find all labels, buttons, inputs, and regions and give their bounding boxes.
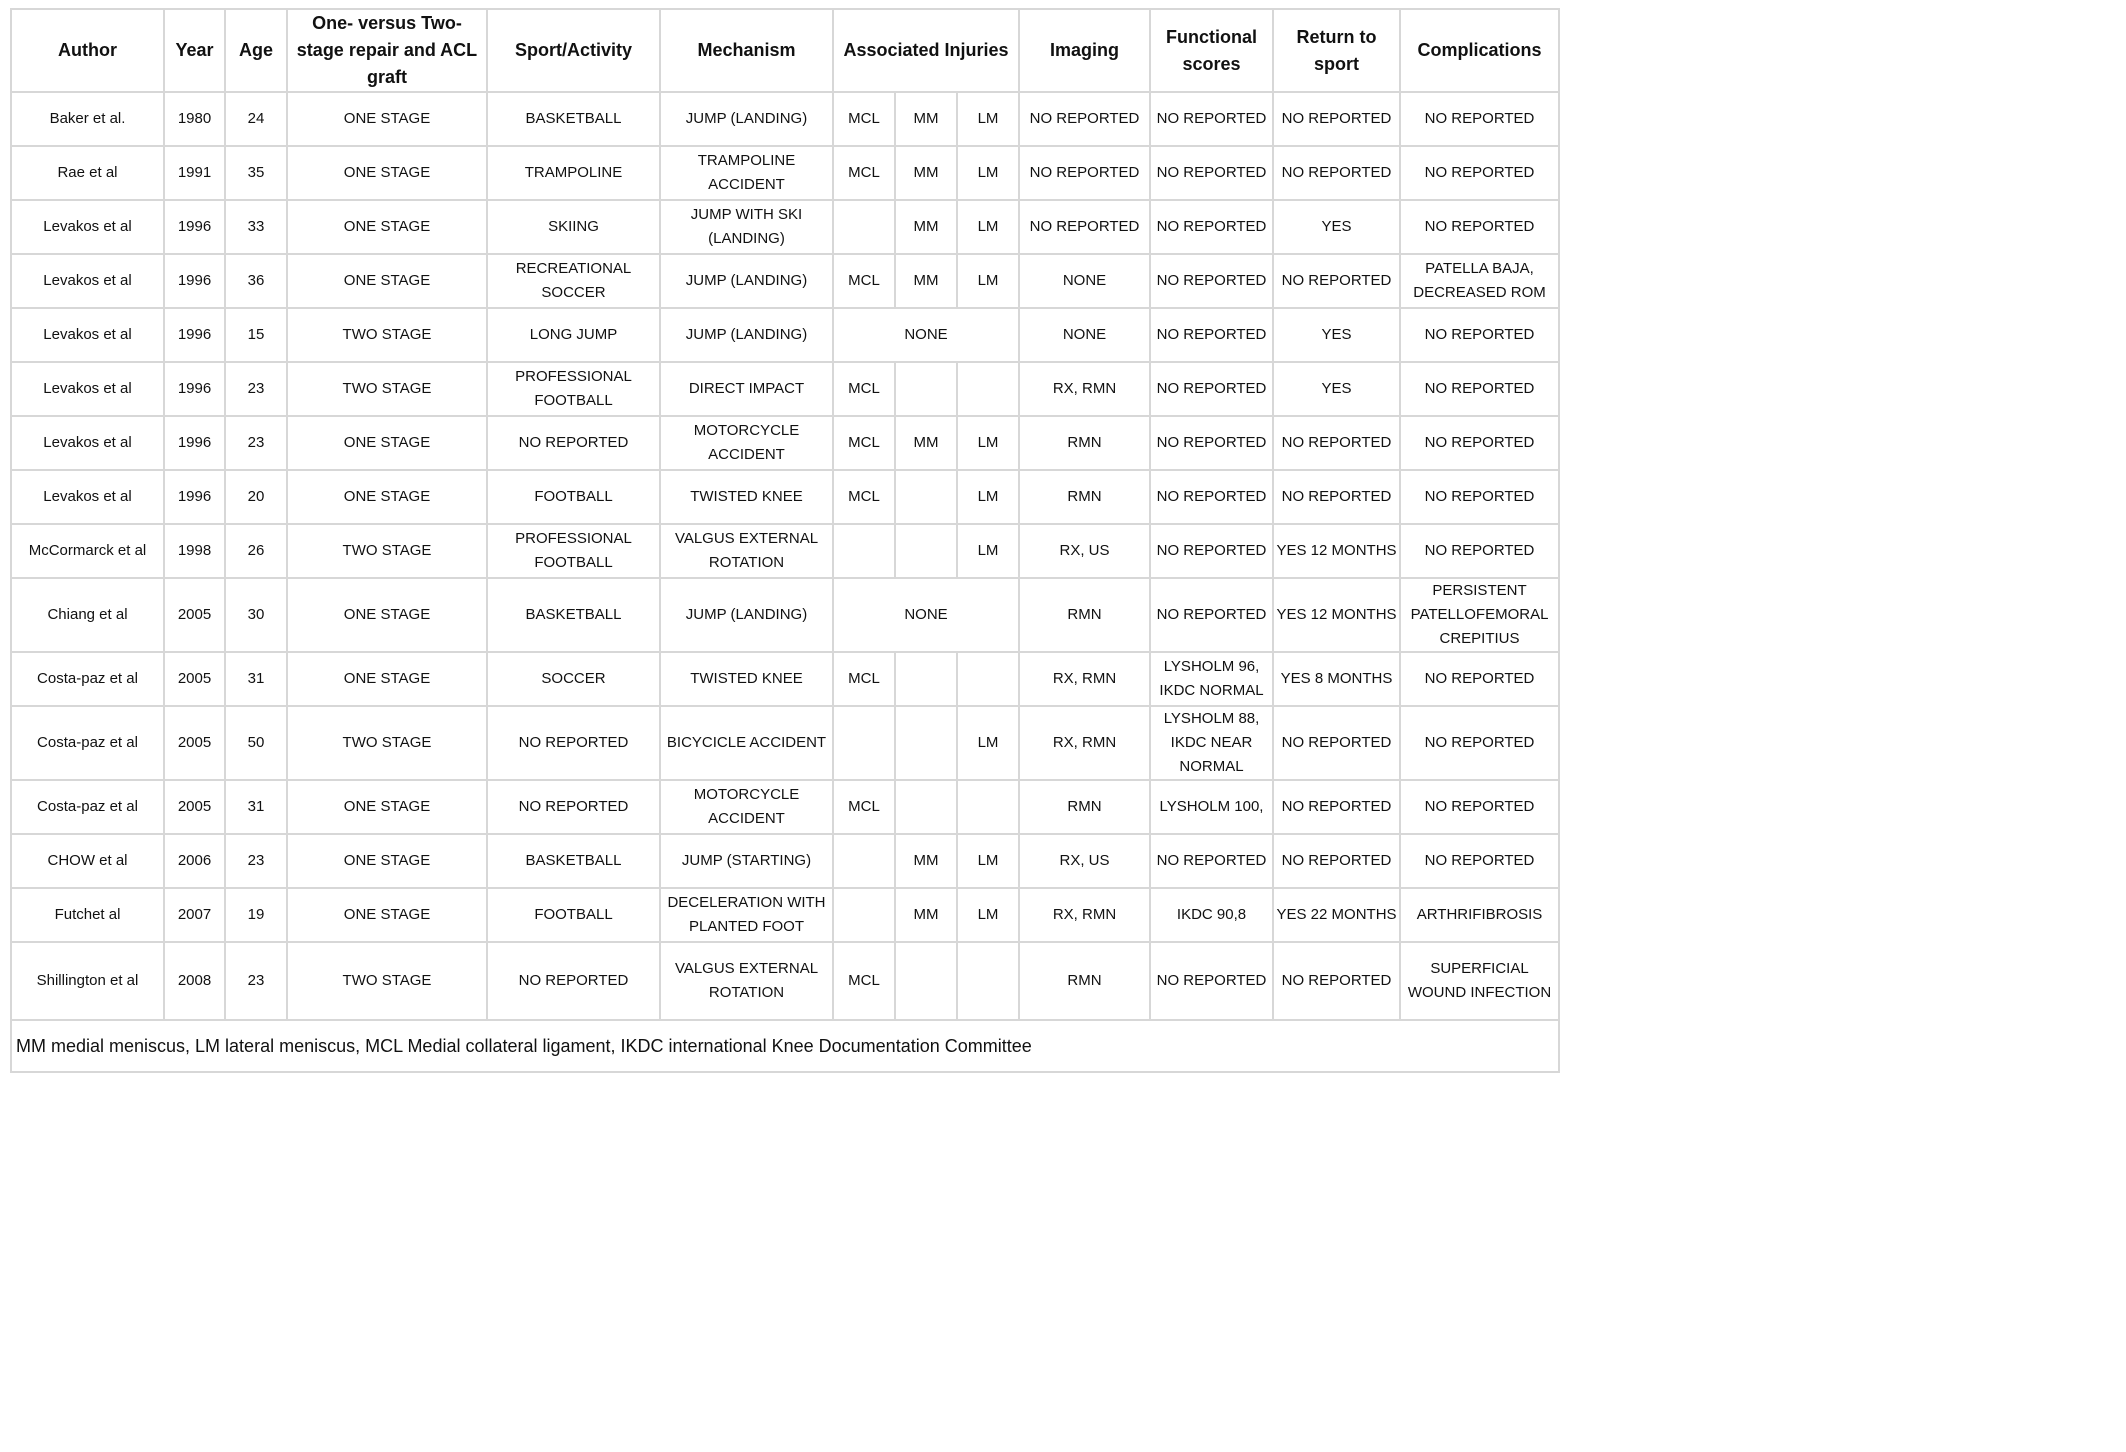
cell-stage: TWO STAGE xyxy=(287,362,487,416)
cell-age: 20 xyxy=(225,470,287,524)
cell-mm xyxy=(895,942,957,1020)
cell-imaging: NONE xyxy=(1019,308,1150,362)
cell-year: 2007 xyxy=(164,888,225,942)
cell-mechanism: VALGUS EXTERNAL ROTATION xyxy=(660,942,833,1020)
cell-return-to-sport: YES 22 MONTHS xyxy=(1273,888,1400,942)
cell-mechanism: BICYCICLE ACCIDENT xyxy=(660,706,833,780)
table-row xyxy=(11,470,1559,524)
cell-author: Costa-paz et al xyxy=(11,780,164,834)
cell-mm xyxy=(895,524,957,578)
cell-sport: BASKETBALL xyxy=(487,92,660,146)
table-row xyxy=(11,942,1559,1020)
cell-mcl: MCL xyxy=(833,416,895,470)
cell-functional-scores: NO REPORTED xyxy=(1150,470,1273,524)
cell-mcl: MCL xyxy=(833,652,895,706)
cell-functional-scores: NO REPORTED xyxy=(1150,92,1273,146)
cell-imaging: NONE xyxy=(1019,254,1150,308)
cell-mechanism: JUMP (LANDING) xyxy=(660,578,833,652)
cell-functional-scores: NO REPORTED xyxy=(1150,200,1273,254)
cell-mm xyxy=(895,706,957,780)
cell-lm: LM xyxy=(957,834,1019,888)
cell-year: 1996 xyxy=(164,200,225,254)
cell-sport: NO REPORTED xyxy=(487,706,660,780)
cell-mechanism: MOTORCYCLE ACCIDENT xyxy=(660,780,833,834)
cell-complications: SUPERFICIAL WOUND INFECTION xyxy=(1400,942,1559,1020)
cell-functional-scores: NO REPORTED xyxy=(1150,362,1273,416)
cell-stage: ONE STAGE xyxy=(287,578,487,652)
cell-imaging: NO REPORTED xyxy=(1019,146,1150,200)
cell-return-to-sport: NO REPORTED xyxy=(1273,470,1400,524)
cell-complications: NO REPORTED xyxy=(1400,146,1559,200)
cell-imaging: NO REPORTED xyxy=(1019,92,1150,146)
cell-sport: BASKETBALL xyxy=(487,834,660,888)
cell-author: Levakos et al xyxy=(11,200,164,254)
cell-complications: NO REPORTED xyxy=(1400,200,1559,254)
cell-lm: LM xyxy=(957,92,1019,146)
header-year: Year xyxy=(164,9,225,92)
cell-mm: MM xyxy=(895,92,957,146)
cell-mcl: MCL xyxy=(833,470,895,524)
cell-imaging: RMN xyxy=(1019,942,1150,1020)
table-row xyxy=(11,146,1559,200)
cell-lm: LM xyxy=(957,200,1019,254)
cell-mcl xyxy=(833,706,895,780)
header-author: Author xyxy=(11,9,164,92)
cell-mechanism: TRAMPOLINE ACCIDENT xyxy=(660,146,833,200)
cell-mcl xyxy=(833,834,895,888)
cell-sport: NO REPORTED xyxy=(487,780,660,834)
cell-functional-scores: LYSHOLM 88, IKDC NEAR NORMAL xyxy=(1150,706,1273,780)
cell-mechanism: JUMP WITH SKI (LANDING) xyxy=(660,200,833,254)
cell-mechanism: JUMP (LANDING) xyxy=(660,308,833,362)
cell-lm xyxy=(957,652,1019,706)
table-row xyxy=(11,308,1559,362)
cell-functional-scores: LYSHOLM 96, IKDC NORMAL xyxy=(1150,652,1273,706)
cell-return-to-sport: YES 12 MONTHS xyxy=(1273,524,1400,578)
cell-mm: MM xyxy=(895,416,957,470)
header-row xyxy=(11,9,1559,92)
cell-functional-scores: NO REPORTED xyxy=(1150,942,1273,1020)
cell-stage: ONE STAGE xyxy=(287,254,487,308)
cell-mcl xyxy=(833,524,895,578)
cell-sport: RECREATIONAL SOCCER xyxy=(487,254,660,308)
cell-return-to-sport: YES xyxy=(1273,200,1400,254)
cell-functional-scores: NO REPORTED xyxy=(1150,308,1273,362)
cell-author: Shillington et al xyxy=(11,942,164,1020)
table-footnote: MM medial meniscus, LM lateral meniscus, MCL Medial collateral ligament, IKDC international Knee Documentation Committee xyxy=(11,1020,1559,1072)
cell-associated-injuries: NONE xyxy=(833,308,1019,362)
cell-year: 1991 xyxy=(164,146,225,200)
cell-mechanism: JUMP (STARTING) xyxy=(660,834,833,888)
cell-lm xyxy=(957,780,1019,834)
cell-sport: BASKETBALL xyxy=(487,578,660,652)
cell-age: 31 xyxy=(225,780,287,834)
cell-age: 26 xyxy=(225,524,287,578)
cell-stage: ONE STAGE xyxy=(287,834,487,888)
cell-mm xyxy=(895,362,957,416)
cell-complications: NO REPORTED xyxy=(1400,470,1559,524)
cell-sport: FOOTBALL xyxy=(487,470,660,524)
cell-functional-scores: NO REPORTED xyxy=(1150,524,1273,578)
cell-complications: ARTHRIFIBROSIS xyxy=(1400,888,1559,942)
cell-sport: SOCCER xyxy=(487,652,660,706)
cell-year: 2005 xyxy=(164,706,225,780)
table-row xyxy=(11,834,1559,888)
cell-age: 23 xyxy=(225,834,287,888)
cell-functional-scores: IKDC 90,8 xyxy=(1150,888,1273,942)
cell-mechanism: JUMP (LANDING) xyxy=(660,92,833,146)
cell-mcl: MCL xyxy=(833,146,895,200)
cell-stage: ONE STAGE xyxy=(287,416,487,470)
cell-return-to-sport: YES 12 MONTHS xyxy=(1273,578,1400,652)
cell-lm: LM xyxy=(957,524,1019,578)
cell-complications: PATELLA BAJA, DECREASED ROM xyxy=(1400,254,1559,308)
cell-mm: MM xyxy=(895,888,957,942)
cell-year: 1998 xyxy=(164,524,225,578)
cell-lm: LM xyxy=(957,706,1019,780)
cell-imaging: RX, US xyxy=(1019,524,1150,578)
cell-return-to-sport: NO REPORTED xyxy=(1273,780,1400,834)
cell-stage: ONE STAGE xyxy=(287,780,487,834)
header-return-to-sport: Return to sport xyxy=(1273,9,1400,92)
cell-age: 19 xyxy=(225,888,287,942)
table-row xyxy=(11,92,1559,146)
cell-age: 23 xyxy=(225,942,287,1020)
cell-age: 36 xyxy=(225,254,287,308)
cell-mcl xyxy=(833,200,895,254)
cell-author: Costa-paz et al xyxy=(11,652,164,706)
cell-author: Rae et al xyxy=(11,146,164,200)
cell-year: 1996 xyxy=(164,362,225,416)
cell-functional-scores: LYSHOLM 100, xyxy=(1150,780,1273,834)
cell-stage: ONE STAGE xyxy=(287,652,487,706)
cell-mcl: MCL xyxy=(833,92,895,146)
cell-author: Costa-paz et al xyxy=(11,706,164,780)
cell-mm xyxy=(895,652,957,706)
cell-author: Levakos et al xyxy=(11,362,164,416)
cell-associated-injuries: NONE xyxy=(833,578,1019,652)
cell-mechanism: MOTORCYCLE ACCIDENT xyxy=(660,416,833,470)
cell-return-to-sport: NO REPORTED xyxy=(1273,146,1400,200)
cell-age: 30 xyxy=(225,578,287,652)
cell-stage: ONE STAGE xyxy=(287,200,487,254)
cell-author: Baker et al. xyxy=(11,92,164,146)
cell-lm xyxy=(957,362,1019,416)
header-associated-injuries: Associated Injuries xyxy=(833,9,1019,92)
table-row xyxy=(11,706,1559,780)
cell-stage: ONE STAGE xyxy=(287,146,487,200)
cell-age: 31 xyxy=(225,652,287,706)
cell-year: 1996 xyxy=(164,308,225,362)
cell-author: Levakos et al xyxy=(11,470,164,524)
cell-imaging: RMN xyxy=(1019,780,1150,834)
cell-imaging: RX, US xyxy=(1019,834,1150,888)
cell-mechanism: VALGUS EXTERNAL ROTATION xyxy=(660,524,833,578)
header-sport: Sport/Activity xyxy=(487,9,660,92)
cell-imaging: RX, RMN xyxy=(1019,888,1150,942)
cell-return-to-sport: YES xyxy=(1273,308,1400,362)
cell-stage: ONE STAGE xyxy=(287,470,487,524)
cell-author: Chiang et al xyxy=(11,578,164,652)
cell-imaging: RX, RMN xyxy=(1019,362,1150,416)
cell-stage: TWO STAGE xyxy=(287,308,487,362)
cell-author: CHOW et al xyxy=(11,834,164,888)
cell-mcl: MCL xyxy=(833,362,895,416)
cell-mm: MM xyxy=(895,200,957,254)
cell-lm: LM xyxy=(957,254,1019,308)
cell-complications: NO REPORTED xyxy=(1400,706,1559,780)
cell-year: 2005 xyxy=(164,780,225,834)
table-row xyxy=(11,888,1559,942)
cell-imaging: RX, RMN xyxy=(1019,706,1150,780)
cell-age: 23 xyxy=(225,362,287,416)
cell-complications: NO REPORTED xyxy=(1400,416,1559,470)
cell-sport: NO REPORTED xyxy=(487,416,660,470)
cell-complications: PERSISTENT PATELLOFEMORAL CREPITIUS xyxy=(1400,578,1559,652)
footnote-row xyxy=(11,1020,1559,1072)
cell-return-to-sport: NO REPORTED xyxy=(1273,706,1400,780)
cell-sport: SKIING xyxy=(487,200,660,254)
cell-age: 23 xyxy=(225,416,287,470)
cell-mcl: MCL xyxy=(833,254,895,308)
cell-complications: NO REPORTED xyxy=(1400,362,1559,416)
cell-mm: MM xyxy=(895,254,957,308)
cell-imaging: NO REPORTED xyxy=(1019,200,1150,254)
cell-complications: NO REPORTED xyxy=(1400,92,1559,146)
cell-mm: MM xyxy=(895,834,957,888)
cell-mm xyxy=(895,780,957,834)
header-age: Age xyxy=(225,9,287,92)
table-row xyxy=(11,200,1559,254)
cell-mm: MM xyxy=(895,146,957,200)
cell-age: 50 xyxy=(225,706,287,780)
cell-return-to-sport: YES xyxy=(1273,362,1400,416)
cell-sport: FOOTBALL xyxy=(487,888,660,942)
table-row xyxy=(11,780,1559,834)
cell-stage: TWO STAGE xyxy=(287,706,487,780)
cell-mechanism: JUMP (LANDING) xyxy=(660,254,833,308)
cell-return-to-sport: NO REPORTED xyxy=(1273,834,1400,888)
cell-year: 1996 xyxy=(164,254,225,308)
table-row xyxy=(11,578,1559,652)
header-stage: One- versus Two-stage repair and ACL graft xyxy=(287,9,487,92)
cell-year: 1996 xyxy=(164,470,225,524)
cell-author: Futchet al xyxy=(11,888,164,942)
cell-mechanism: DIRECT IMPACT xyxy=(660,362,833,416)
cell-year: 1996 xyxy=(164,416,225,470)
cell-mcl: MCL xyxy=(833,942,895,1020)
cell-lm: LM xyxy=(957,146,1019,200)
cell-mcl: MCL xyxy=(833,780,895,834)
cell-lm: LM xyxy=(957,416,1019,470)
cell-lm xyxy=(957,942,1019,1020)
table-row xyxy=(11,524,1559,578)
cell-stage: TWO STAGE xyxy=(287,524,487,578)
studies-table xyxy=(10,8,1560,1073)
cell-imaging: RMN xyxy=(1019,578,1150,652)
cell-complications: NO REPORTED xyxy=(1400,834,1559,888)
cell-age: 33 xyxy=(225,200,287,254)
cell-author: Levakos et al xyxy=(11,254,164,308)
cell-mechanism: DECELERATION WITH PLANTED FOOT xyxy=(660,888,833,942)
cell-age: 24 xyxy=(225,92,287,146)
cell-mm xyxy=(895,470,957,524)
cell-age: 15 xyxy=(225,308,287,362)
cell-stage: ONE STAGE xyxy=(287,92,487,146)
cell-sport: TRAMPOLINE xyxy=(487,146,660,200)
cell-return-to-sport: NO REPORTED xyxy=(1273,92,1400,146)
cell-imaging: RMN xyxy=(1019,470,1150,524)
cell-return-to-sport: YES 8 MONTHS xyxy=(1273,652,1400,706)
table-row xyxy=(11,652,1559,706)
cell-year: 2005 xyxy=(164,652,225,706)
header-mechanism: Mechanism xyxy=(660,9,833,92)
cell-return-to-sport: NO REPORTED xyxy=(1273,416,1400,470)
table-row xyxy=(11,416,1559,470)
header-imaging: Imaging xyxy=(1019,9,1150,92)
cell-sport: PROFESSIONAL FOOTBALL xyxy=(487,524,660,578)
cell-return-to-sport: NO REPORTED xyxy=(1273,942,1400,1020)
table-row xyxy=(11,254,1559,308)
cell-sport: NO REPORTED xyxy=(487,942,660,1020)
cell-complications: NO REPORTED xyxy=(1400,652,1559,706)
cell-age: 35 xyxy=(225,146,287,200)
cell-functional-scores: NO REPORTED xyxy=(1150,146,1273,200)
cell-author: Levakos et al xyxy=(11,416,164,470)
cell-sport: LONG JUMP xyxy=(487,308,660,362)
cell-complications: NO REPORTED xyxy=(1400,524,1559,578)
cell-year: 2008 xyxy=(164,942,225,1020)
cell-complications: NO REPORTED xyxy=(1400,780,1559,834)
cell-functional-scores: NO REPORTED xyxy=(1150,254,1273,308)
cell-mechanism: TWISTED KNEE xyxy=(660,470,833,524)
cell-year: 2005 xyxy=(164,578,225,652)
cell-complications: NO REPORTED xyxy=(1400,308,1559,362)
cell-imaging: RMN xyxy=(1019,416,1150,470)
cell-imaging: RX, RMN xyxy=(1019,652,1150,706)
cell-lm: LM xyxy=(957,888,1019,942)
cell-functional-scores: NO REPORTED xyxy=(1150,834,1273,888)
cell-author: McCormarck et al xyxy=(11,524,164,578)
cell-functional-scores: NO REPORTED xyxy=(1150,416,1273,470)
cell-stage: TWO STAGE xyxy=(287,942,487,1020)
cell-mechanism: TWISTED KNEE xyxy=(660,652,833,706)
cell-lm: LM xyxy=(957,470,1019,524)
cell-author: Levakos et al xyxy=(11,308,164,362)
cell-sport: PROFESSIONAL FOOTBALL xyxy=(487,362,660,416)
header-functional-scores: Functional scores xyxy=(1150,9,1273,92)
cell-year: 2006 xyxy=(164,834,225,888)
cell-year: 1980 xyxy=(164,92,225,146)
cell-stage: ONE STAGE xyxy=(287,888,487,942)
studies-table-container xyxy=(10,8,1558,1073)
cell-return-to-sport: NO REPORTED xyxy=(1273,254,1400,308)
header-complications: Complications xyxy=(1400,9,1559,92)
table-row xyxy=(11,362,1559,416)
cell-mcl xyxy=(833,888,895,942)
cell-functional-scores: NO REPORTED xyxy=(1150,578,1273,652)
